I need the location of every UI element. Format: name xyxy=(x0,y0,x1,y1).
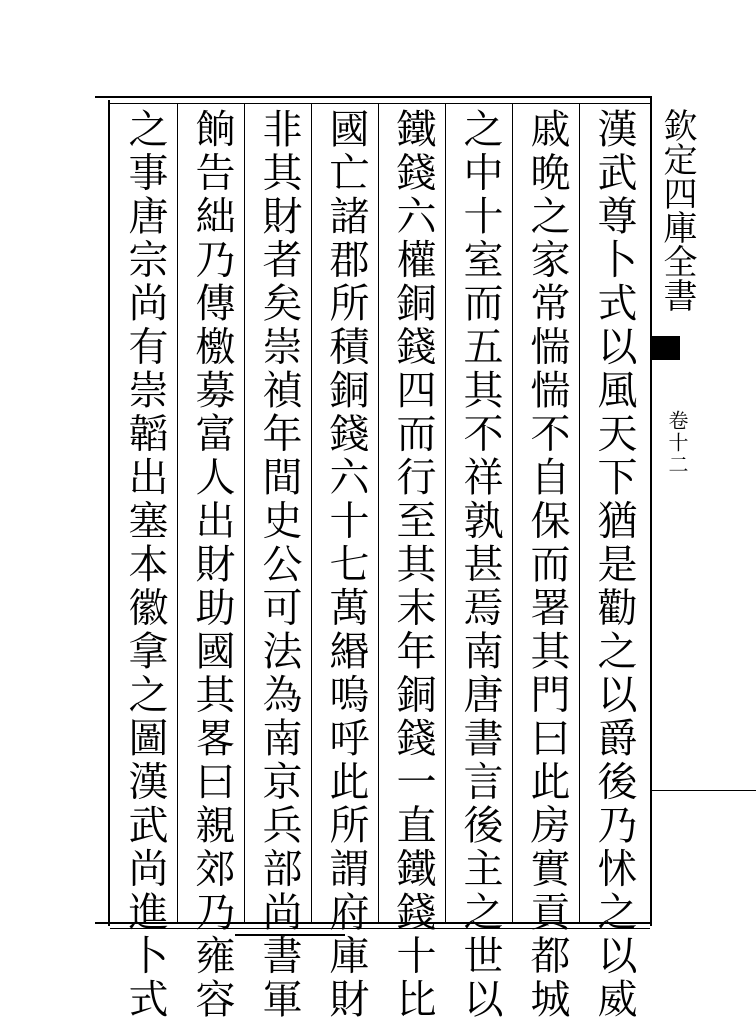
top-border-inner xyxy=(110,103,650,104)
left-border xyxy=(108,100,110,926)
text-column-1: 漢武尊卜式以風天下猶是勸之以爵後乃怵之以威 xyxy=(591,108,637,1022)
column-divider xyxy=(311,104,312,922)
margin-juan-label: 卷十二 xyxy=(665,410,689,476)
column-divider xyxy=(378,104,379,922)
column-divider xyxy=(445,104,446,922)
margin-book-title: 欽定四庫全書 xyxy=(657,108,697,312)
text-column-7: 餉告絀乃傳檄募富人出財助國其畧曰親郊乃雍容 xyxy=(189,108,235,1022)
column-divider xyxy=(244,104,245,922)
text-column-8: 之事唐宗尚有崇韜出塞本徽拿之圖漢武尚進卜式 xyxy=(122,108,168,1022)
text-column-3: 之中十室而五其不祥孰甚焉南唐書言後主之世以 xyxy=(457,108,503,1022)
column-divider xyxy=(579,104,580,922)
column-divider xyxy=(177,104,178,922)
text-column-4: 鐵錢六權銅錢四而行至其末年銅錢一直鐵錢十比 xyxy=(390,108,436,1022)
column-divider xyxy=(512,104,513,922)
text-column-2: 戚晩之家常惴惴不自保而署其門曰此房實貢都城 xyxy=(524,108,570,1022)
text-column-5: 國亡諸郡所積銅錢六十七萬緡嗚呼此所謂府庫財 xyxy=(323,108,369,1022)
margin-rule xyxy=(652,790,756,791)
top-border xyxy=(95,96,650,98)
text-column-6: 非其財者矣崇禎年間史公可法為南京兵部尚書軍 xyxy=(256,108,302,1022)
right-border xyxy=(650,96,652,926)
fishtail-mark xyxy=(650,336,680,360)
